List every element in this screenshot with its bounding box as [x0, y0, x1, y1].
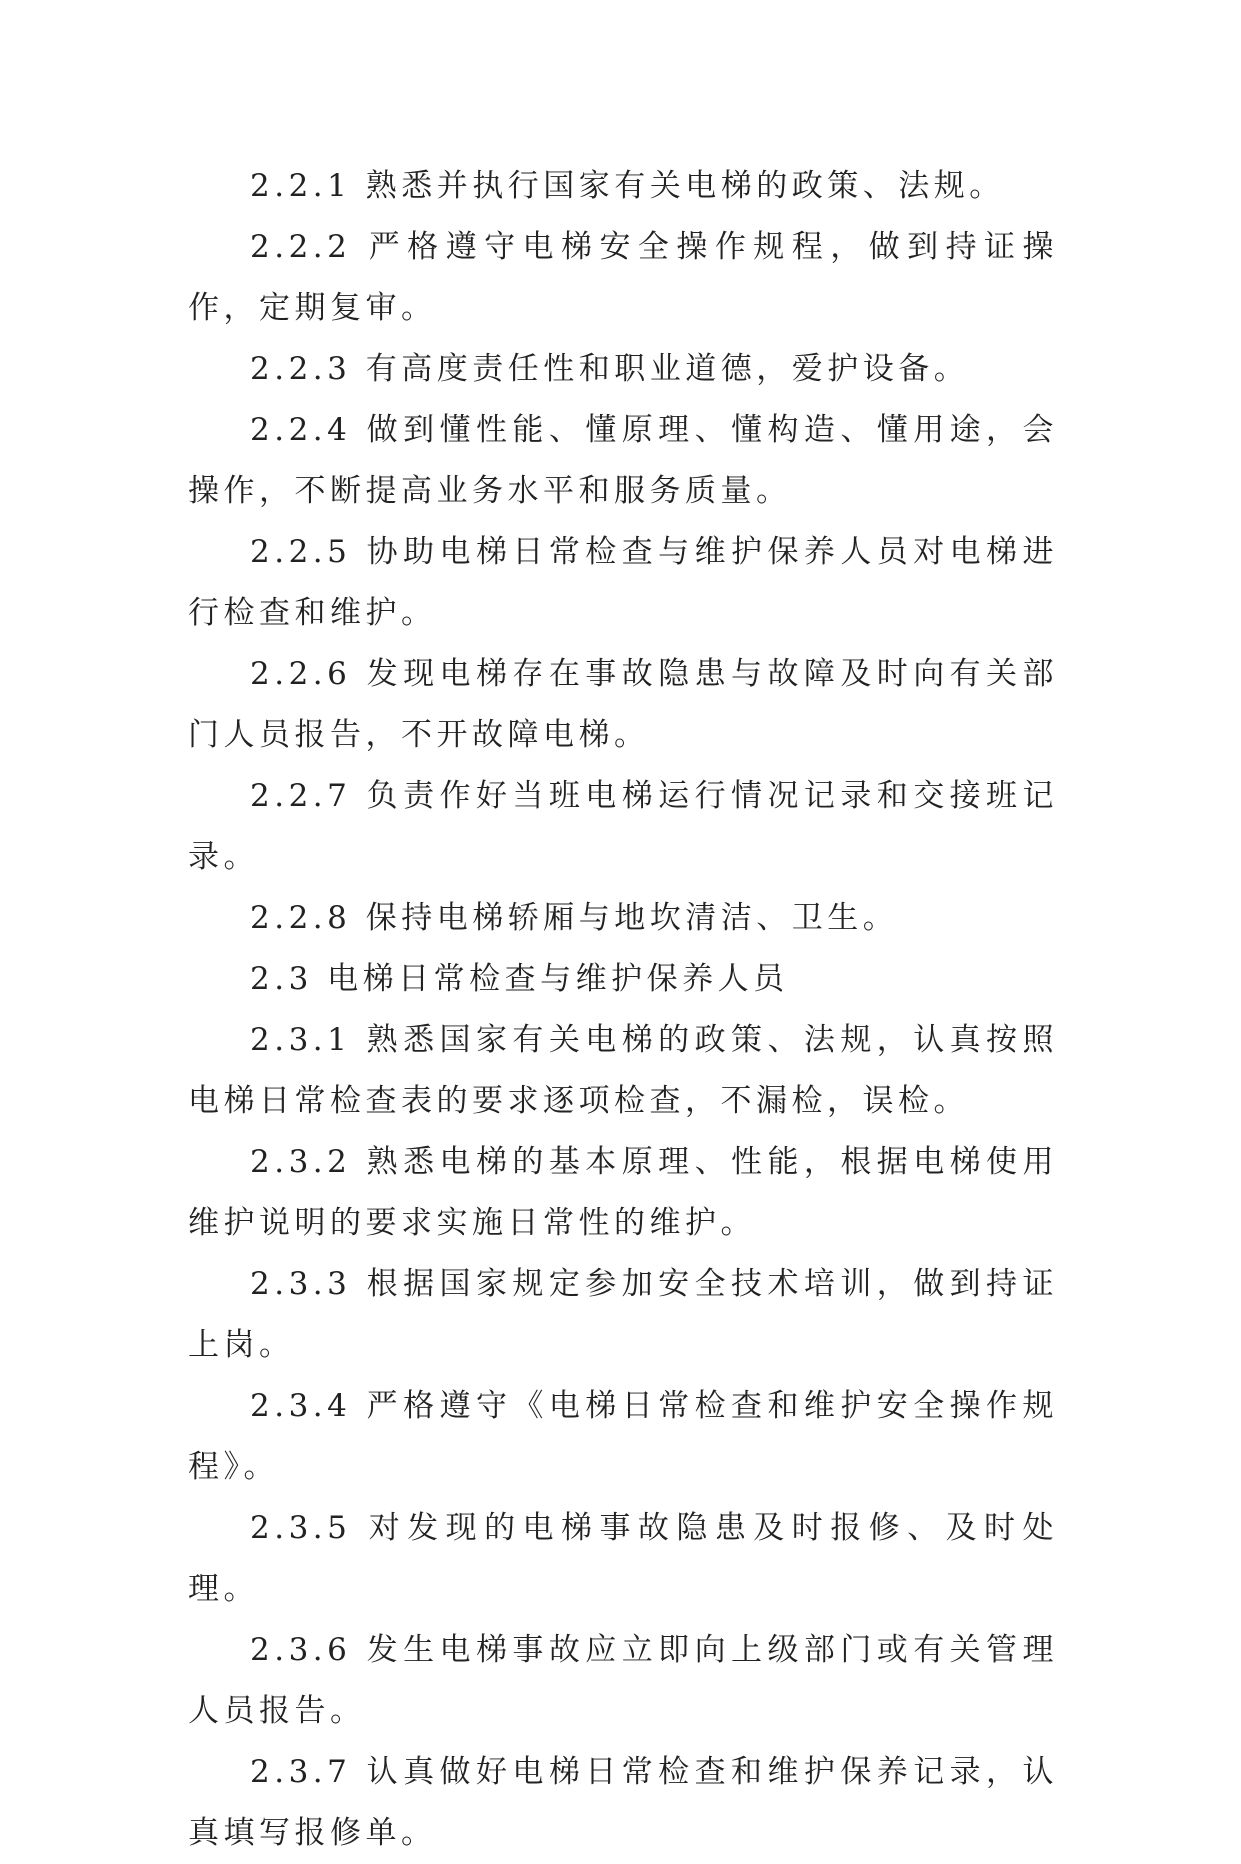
- paragraph-2-3-3: 2.3.3 根据国家规定参加安全技术培训，做到持证上岗。: [188, 1266, 1058, 1363]
- paragraph-2-3-6: 2.3.6 发生电梯事故应立即向上级部门或有关管理人员报告。: [188, 1632, 1058, 1729]
- paragraph-2-2-6: 2.2.6 发现电梯存在事故隐患与故障及时向有关部门人员报告，不开故障电梯。: [188, 656, 1058, 753]
- paragraph-2-3-5: 2.3.5 对发现的电梯事故隐患及时报修、及时处理。: [188, 1510, 1058, 1607]
- paragraph-2-2-7: 2.2.7 负责作好当班电梯运行情况记录和交接班记录。: [188, 778, 1058, 875]
- paragraph-2-2-2: 2.2.2 严格遵守电梯安全操作规程，做到持证操作，定期复审。: [188, 229, 1058, 326]
- paragraph-2-2-1: 2.2.1 熟悉并执行国家有关电梯的政策、法规。: [250, 168, 1005, 204]
- paragraph-2-3-2: 2.3.2 熟悉电梯的基本原理、性能，根据电梯使用维护说明的要求实施日常性的维护。: [188, 1144, 1058, 1241]
- section-heading-2-3: 2.3 电梯日常检查与维护保养人员: [250, 961, 789, 997]
- paragraph-2-2-5: 2.2.5 协助电梯日常检查与维护保养人员对电梯进行检查和维护。: [188, 534, 1058, 631]
- paragraph-2-3-1: 2.3.1 熟悉国家有关电梯的政策、法规，认真按照电梯日常检查表的要求逐项检查，不漏检，误检。: [188, 1022, 1058, 1119]
- paragraph-2-3-4: 2.3.4 严格遵守《电梯日常检查和维护安全操作规程》。: [188, 1388, 1058, 1485]
- paragraph-2-2-4: 2.2.4 做到懂性能、懂原理、懂构造、懂用途，会操作，不断提高业务水平和服务质量。: [188, 412, 1058, 509]
- paragraph-2-2-3: 2.2.3 有高度责任性和职业道德，爱护设备。: [250, 351, 970, 387]
- document-body: [188, 156, 1058, 1864]
- paragraph-2-2-8: 2.2.8 保持电梯轿厢与地坎清洁、卫生。: [250, 900, 899, 936]
- paragraph-2-3-7: 2.3.7 认真做好电梯日常检查和维护保养记录，认真填写报修单。: [188, 1754, 1058, 1851]
